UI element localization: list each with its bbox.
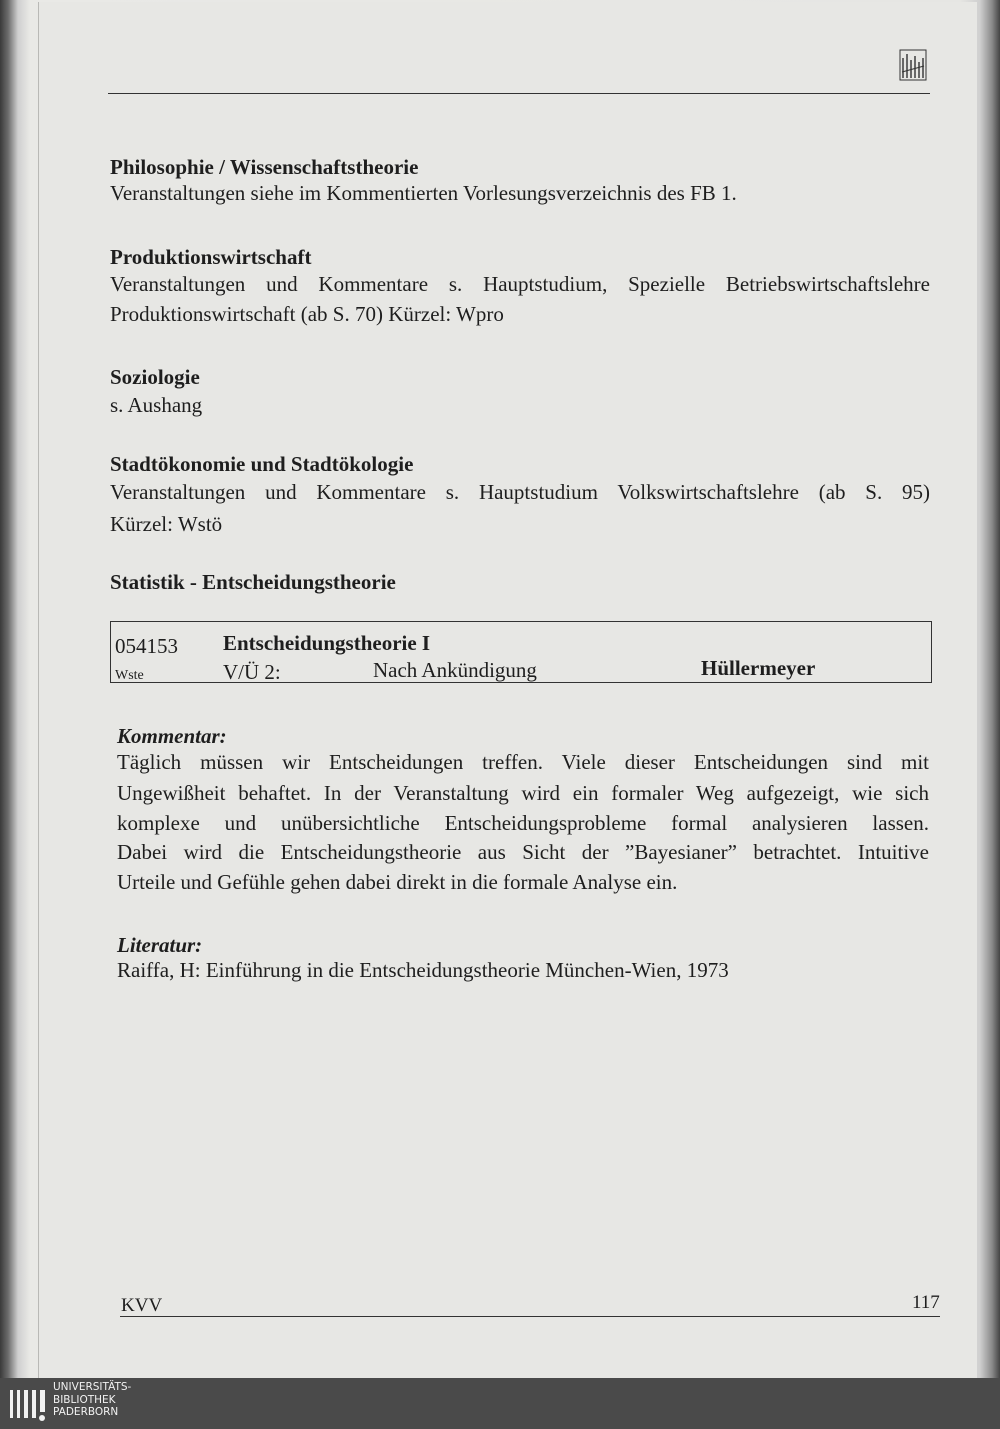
footer-rule — [120, 1316, 940, 1317]
course-number: 054153 — [115, 634, 178, 658]
section-text-stadtoekonomie-1: Veranstaltungen und Kommentare s. Hauptstudium Volkswirtschaftslehre (ab S. 95) — [110, 480, 930, 504]
section-heading-statistik: Statistik - Entscheidungstheorie — [110, 570, 396, 594]
kommentar-line-3: komplexe und unübersichtliche Entscheidungsprobleme formal analysieren lassen. — [117, 811, 929, 835]
book-logo-icon — [898, 48, 928, 82]
literatur-line-1: Raiffa, H: Einführung in die Entscheidungstheorie München-Wien, 1973 — [117, 958, 729, 982]
section-heading-philosophie: Philosophie / Wissenschaftstheorie — [110, 155, 419, 179]
section-text-philosophie: Veranstaltungen siehe im Kommentierten Vorlesungsverzeichnis des FB 1. — [110, 181, 737, 205]
course-schedule: Nach Ankündigung — [373, 658, 537, 682]
section-heading-produktionswirtschaft: Produktionswirtschaft — [110, 245, 312, 269]
document-page — [38, 2, 977, 1378]
footer-kvv: KVV — [121, 1295, 163, 1316]
kommentar-heading: Kommentar: — [117, 724, 227, 748]
course-lecturer: Hüllermeyer — [701, 656, 816, 680]
kommentar-line-4: Dabei wird die Entscheidungstheorie aus Sicht der ”Bayesianer” betrachtet. Intuitive — [117, 840, 929, 864]
course-abbrev: Wste — [115, 668, 144, 683]
library-name-line2: BIBLIOTHEK — [53, 1393, 116, 1406]
library-name — [53, 1381, 131, 1419]
section-text-produktionswirtschaft-1: Veranstaltungen und Kommentare s. Hauptstudium, Spezielle Betriebswirtschaftslehre — [110, 272, 930, 296]
course-type: V/Ü 2: — [223, 660, 281, 684]
section-heading-soziologie: Soziologie — [110, 365, 200, 389]
page-number: 117 — [912, 1292, 940, 1313]
course-title: Entscheidungstheorie I — [223, 631, 431, 655]
library-name-line3: PADERBORN — [53, 1406, 119, 1418]
library-logo-icon — [10, 1386, 48, 1422]
section-text-produktionswirtschaft-2: Produktionswirtschaft (ab S. 70) Kürzel: Wpro — [110, 302, 504, 326]
kommentar-line-2: Ungewißheit behaftet. In der Veranstaltung wird ein formaler Weg aufgezeigt, wie sich — [117, 781, 929, 805]
library-name-line1: UNIVERSITÄTS- — [53, 1381, 132, 1393]
literatur-heading: Literatur: — [117, 933, 203, 957]
section-text-stadtoekonomie-2: Kürzel: Wstö — [110, 512, 223, 536]
kommentar-line-1: Täglich müssen wir Entscheidungen treffen. Viele dieser Entscheidungen sind mit — [117, 750, 929, 774]
header-rule — [108, 93, 930, 94]
library-banner — [0, 1378, 1000, 1429]
section-heading-stadtoekonomie: Stadtökonomie und Stadtökologie — [110, 452, 414, 476]
course-info-box — [110, 621, 932, 683]
kommentar-line-5: Urteile und Gefühle gehen dabei direkt in die formale Analyse ein. — [117, 870, 678, 894]
section-text-soziologie: s. Aushang — [110, 393, 203, 417]
